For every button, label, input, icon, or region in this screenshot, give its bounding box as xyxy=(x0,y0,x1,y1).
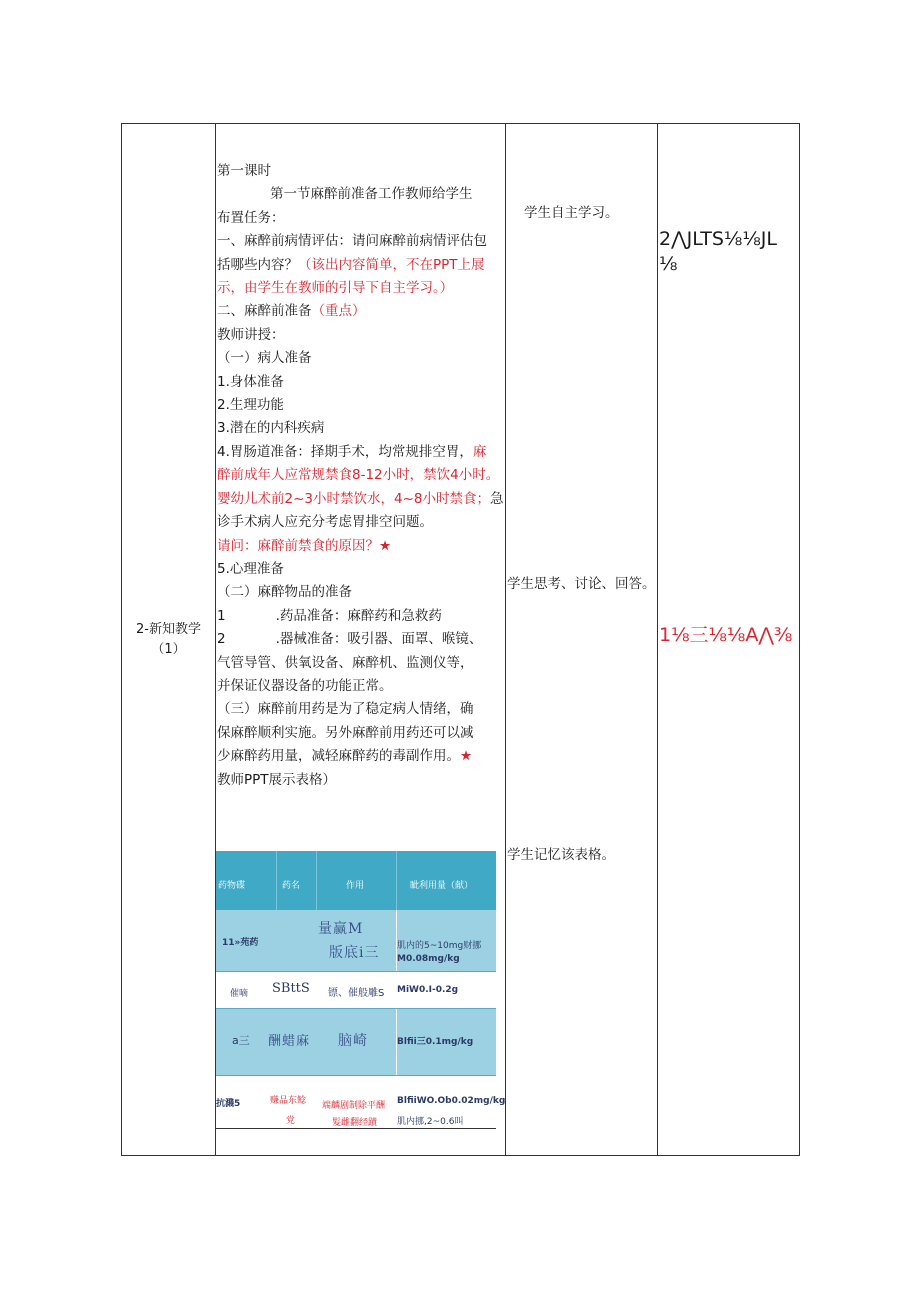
text-line: 诊手术病人应充分考虑胃排空问题。 xyxy=(217,514,433,531)
header-effect: 作用 xyxy=(346,881,365,891)
text-line xyxy=(217,488,507,511)
text-line: （一）病人准备 xyxy=(217,350,312,367)
text-line xyxy=(217,605,507,628)
header-divider xyxy=(316,851,317,910)
row4-class: 抗濺5 xyxy=(216,1099,241,1109)
student-activity-2: 学生思考、讨论、回答。 xyxy=(507,576,656,592)
text-span: 括哪些内容？ xyxy=(217,256,298,273)
row1-name-a: 量赢M xyxy=(318,921,364,937)
text-span: 4.胃肠道准备：择期手术，均常规排空胃， xyxy=(217,443,473,460)
row2-effect: 镖、催般雕S xyxy=(328,988,385,999)
text-span: 二、麻醉前准备 xyxy=(217,303,312,320)
header-dosage: 眦利用量（献） xyxy=(410,881,474,891)
text-line: （二）麻醉物品的准备 xyxy=(217,584,352,601)
text-line: 并保证仪器设备的功能正常。 xyxy=(217,677,393,694)
text-line: 布置任务： xyxy=(217,209,285,226)
row2-class: 催嘀 xyxy=(230,989,249,999)
section-title: 第一节麻醉前准备工作教师给学生 xyxy=(270,186,473,203)
teacher-activity-cell xyxy=(217,160,507,792)
row1-name-b: 版底i三 xyxy=(329,945,380,961)
list-number: 1 xyxy=(217,607,226,624)
text-line xyxy=(217,300,507,323)
text-line: 教师PPT展示表格） xyxy=(217,771,337,788)
row4-effect-b: 髮雌翻经蹟 xyxy=(332,1118,378,1128)
row2-name: SBttS xyxy=(272,981,310,996)
design-intent-1 xyxy=(659,227,799,277)
row4-dose-a: BlfiiWO.Ob0.02mg/kg xyxy=(397,1096,506,1106)
row3-effect: 脑崎 xyxy=(338,1033,368,1049)
stage-label-line1: 2-新知教学 xyxy=(136,622,201,637)
row3-class: a三 xyxy=(232,1034,250,1047)
text-line xyxy=(217,254,507,277)
text-line: 气管导管、供氧设备、麻醉机、监测仪等， xyxy=(217,654,474,671)
row-line xyxy=(216,971,496,972)
drug-table xyxy=(216,851,506,1131)
text-line: （三）麻醉前用药是为了稳定病人情绪，确 xyxy=(217,701,474,718)
question-line: 请问：麻醉前禁食的原因？★ xyxy=(217,537,392,554)
key-point-mark: （重点） xyxy=(311,303,366,320)
header-divider xyxy=(396,851,397,910)
text-line: 3.潜在的内科疾病 xyxy=(217,420,325,437)
row1-dose-b: M0.08mg/kg xyxy=(397,954,460,964)
student-activity-1: 学生自主学习。 xyxy=(524,205,619,221)
design-intent-1-line2: ⅛ xyxy=(659,253,678,275)
red-note: 婴幼儿术前2~3小时禁饮水，4~8小时禁食； xyxy=(217,490,490,507)
table-border-top xyxy=(121,123,800,124)
text-span: 急 xyxy=(489,490,504,507)
text-line: 教师讲授： xyxy=(217,326,285,343)
stage-cell xyxy=(122,125,215,1155)
row1-class: 11»苑药 xyxy=(222,938,259,948)
text-line: 一、麻醉前病情评估：请问麻醉前病情评估包 xyxy=(217,233,487,250)
table-border-bottom xyxy=(121,1155,800,1156)
drug-table-header xyxy=(216,851,496,910)
text-line: 5.心理准备 xyxy=(217,560,284,577)
row-line xyxy=(216,1075,496,1076)
row1-dose-a: 肌内的5~10mg财挪 xyxy=(397,941,482,951)
row3-name: 酬蜡麻 xyxy=(268,1034,311,1049)
red-note: 示，由学生在教师的引导下自主学习。） xyxy=(217,280,454,297)
text-line: 1.身体准备 xyxy=(217,373,284,390)
red-note: 麻 xyxy=(472,443,487,460)
text-line: 2.生理功能 xyxy=(217,397,284,414)
row3-dose: Blfii三0.1mg/kg xyxy=(397,1037,474,1047)
header-drug-name: 药名 xyxy=(282,881,301,891)
text-line xyxy=(217,745,507,768)
table-border-right xyxy=(799,123,800,1156)
red-note: （该出内容简单，不在PPT上展 xyxy=(298,256,485,273)
row4-effect-a: 端麟剧制除平酬 xyxy=(322,1101,386,1111)
text-line xyxy=(217,441,507,464)
design-intent-2: 1⅛三⅛⅛A⋀⅜ xyxy=(659,624,793,646)
row4-dose-b: 肌内挪,2~0.6叫 xyxy=(397,1117,464,1127)
star-mark: ★ xyxy=(460,748,473,765)
text-line: 保麻醉顺利实施。另外麻醉前用药还可以减 xyxy=(217,724,474,741)
row2-dose: MiW0.I-0.2g xyxy=(397,985,459,995)
text-span: 少麻醉药用量，减轻麻醉药的毒副作用。 xyxy=(217,748,460,765)
student-activity-3: 学生记忆该表格。 xyxy=(507,847,615,863)
row4-name-b: 党 xyxy=(286,1116,296,1126)
red-note: 醉前成年人应常规禁食8-12小时，禁饮4小时。 xyxy=(217,467,500,484)
row-line xyxy=(216,1128,496,1129)
column-divider-3 xyxy=(657,123,658,1156)
list-number: 2 xyxy=(217,631,226,648)
stage-label xyxy=(122,620,215,660)
header-drug-class: 药物碟 xyxy=(218,881,246,891)
stage-label-line2: （1） xyxy=(151,642,186,657)
design-intent-1-line1: 2⋀JLTS⅛⅛JL xyxy=(659,228,777,250)
header-divider xyxy=(276,851,277,910)
row4-name-a: 赚品东鲶 xyxy=(270,1096,307,1106)
text-span: .器械准备：吸引器、面罩、喉镜、 xyxy=(275,631,483,648)
text-line xyxy=(217,628,507,651)
text-span: .药品准备：麻醉药和急救药 xyxy=(275,607,442,624)
lesson-title: 第一课时 xyxy=(217,163,271,179)
